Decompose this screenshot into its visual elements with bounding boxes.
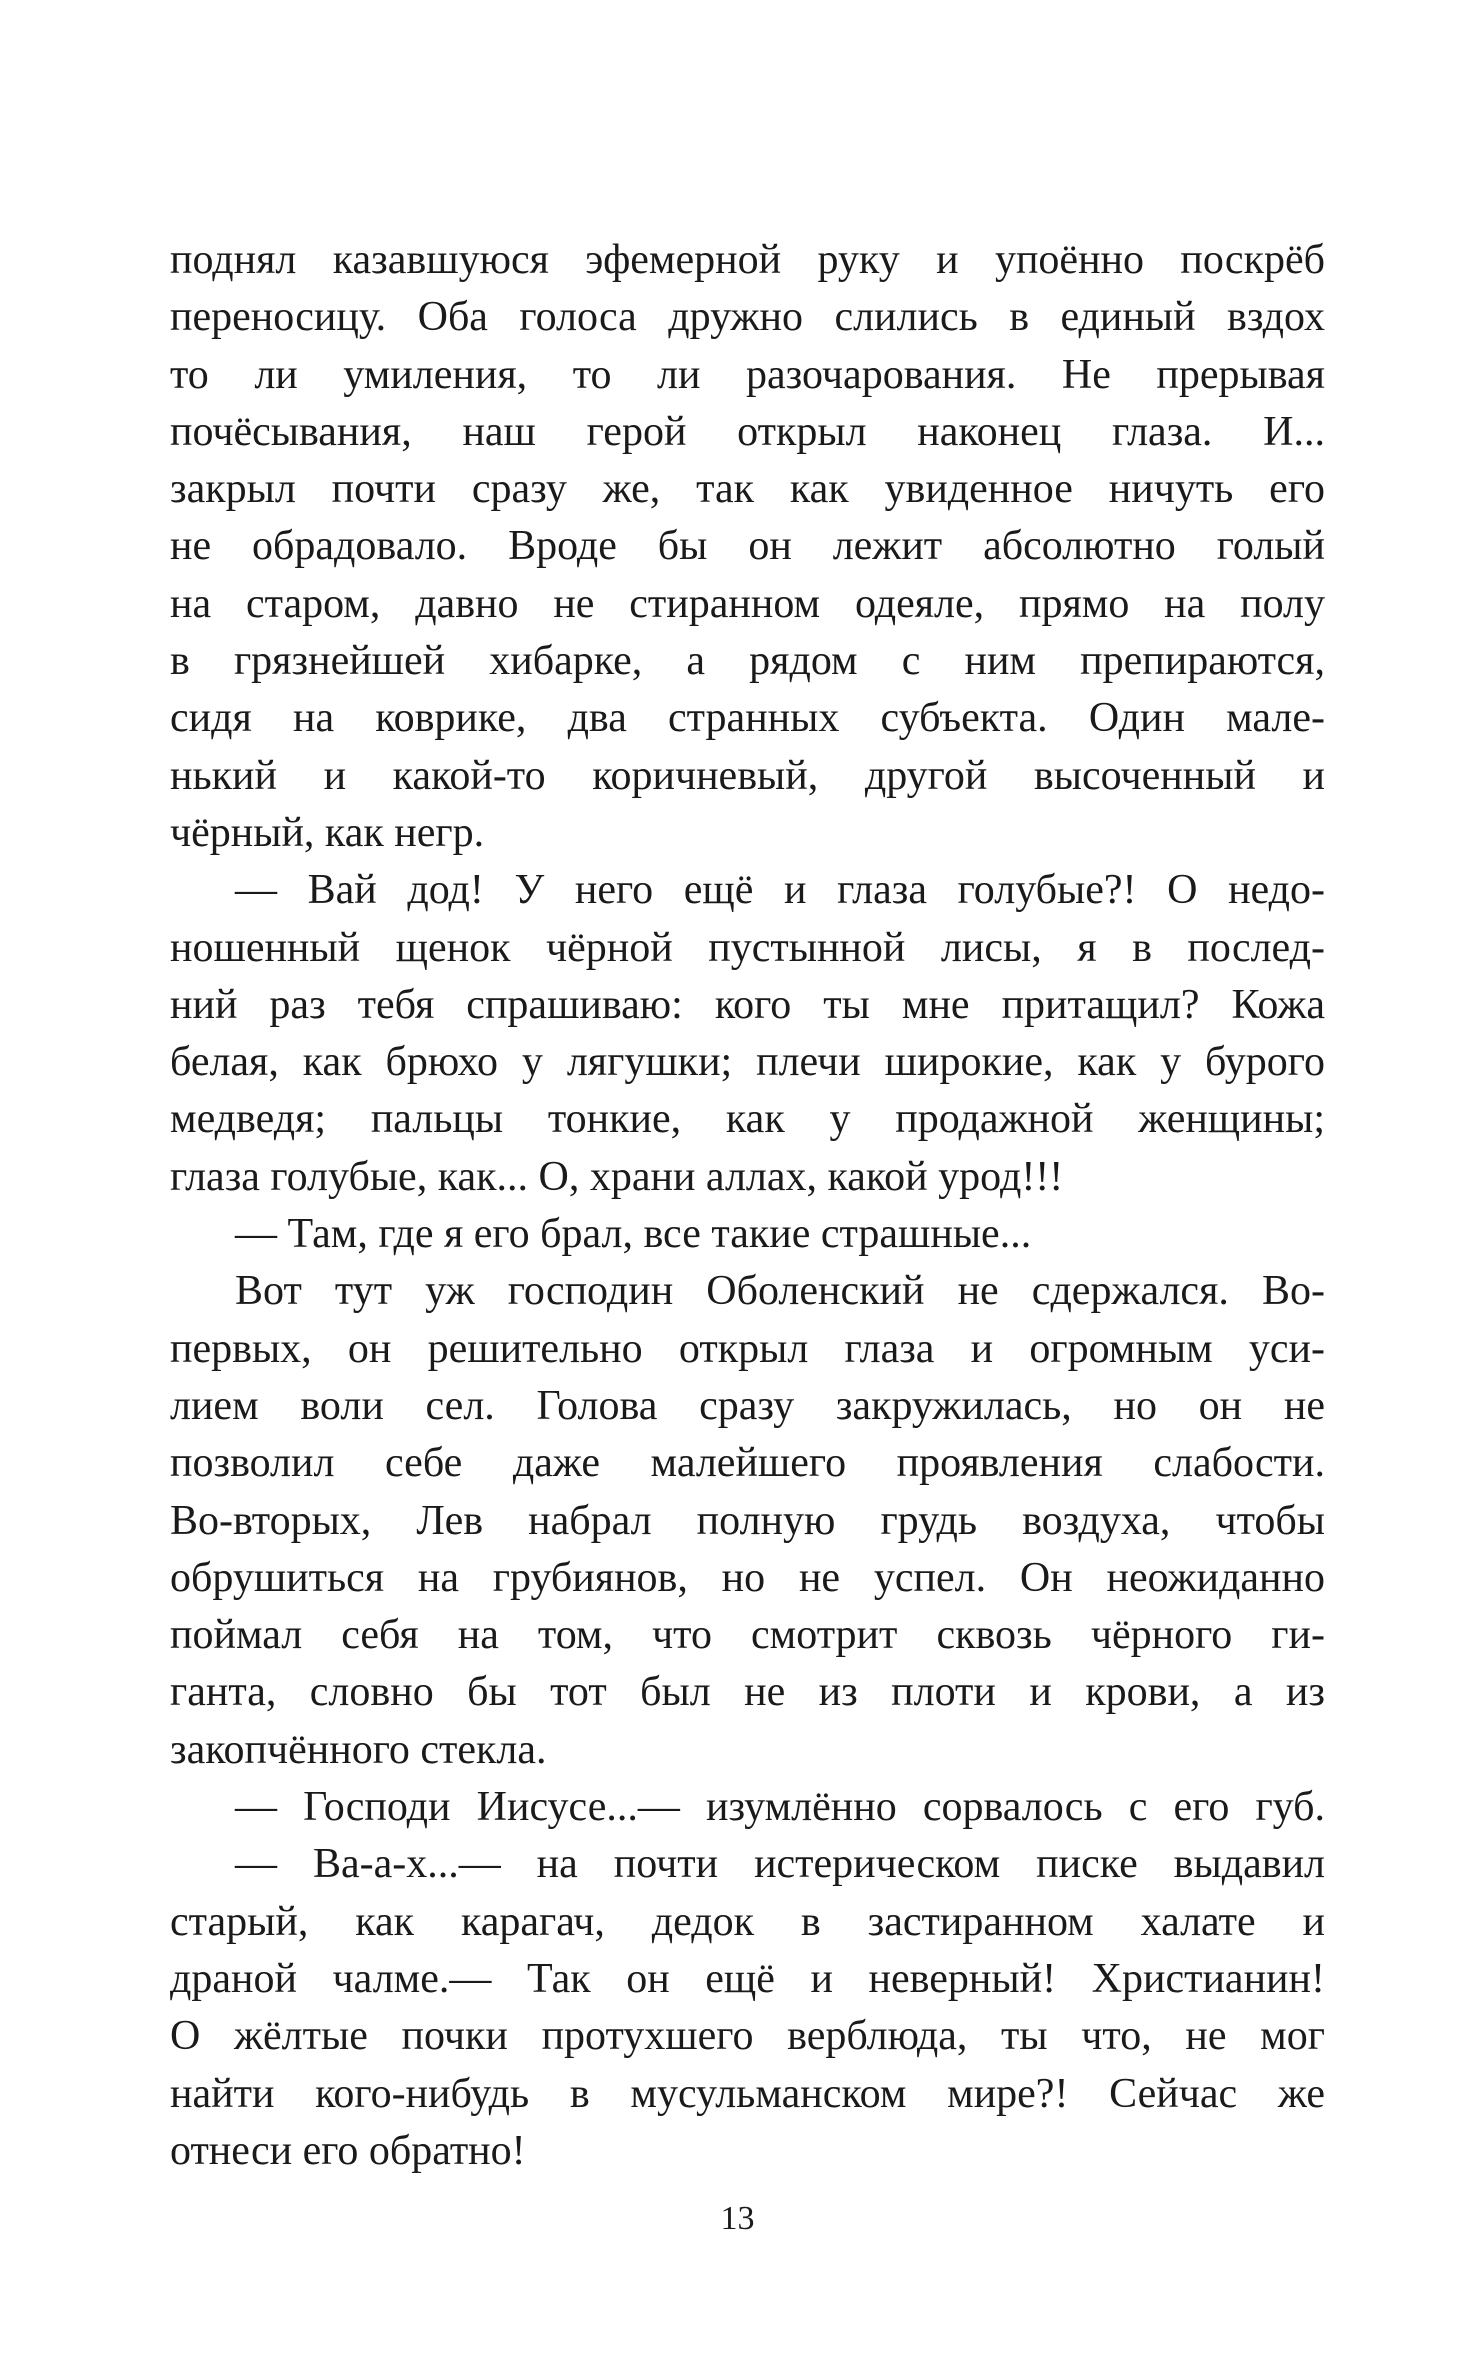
text-line: на старом, давно не стиранном одеяле, прямо на полу (170, 580, 1325, 627)
text-line: в грязнейшей хибарке, а рядом с ним препираются, (170, 638, 1325, 685)
text-line: позволил себе даже малейшего проявления слабости. (170, 1440, 1325, 1487)
text-line: переносицу. Оба голоса дружно слились в единый вздох (170, 294, 1325, 341)
text-line: почёсывания, наш герой открыл наконец глаза. И... (170, 408, 1325, 455)
text-line: найти кого-нибудь в мусульманском мире?! Сейчас же (170, 2070, 1325, 2117)
text-line: не обрадовало. Вроде бы он лежит абсолютно голый (170, 523, 1325, 570)
text-line: белая, как брюхо у лягушки; плечи широкие, как у бурого (170, 1039, 1325, 1086)
text-line: ношенный щенок чёрной пустынной лисы, я в послед- (170, 924, 1325, 971)
text-line: закопчённого стекла. (170, 1726, 547, 1773)
text-line: О жёлтые почки протухшего верблюда, ты что, не мог (170, 2013, 1325, 2060)
text-line: лием воли сел. Голова сразу закружилась, но он не (170, 1382, 1325, 1429)
body-text (170, 232, 1325, 2180)
text-line: закрыл почти сразу же, так как увиденное ничуть его (170, 466, 1325, 513)
text-line: драной чалме.— Так он ещё и неверный! Христианин! (170, 1955, 1325, 2002)
text-line: медведя; пальцы тонкие, как у продажной женщины; (170, 1096, 1325, 1143)
text-line: — Там, где я его брал, все такие страшные... (235, 1211, 1032, 1258)
text-line: ганта, словно бы тот был не из плоти и крови, а из (170, 1669, 1325, 1716)
text-line: нький и какой-то коричневый, другой высоченный и (170, 752, 1325, 799)
text-line: сидя на коврике, два странных субъекта. Один мале- (170, 695, 1325, 742)
text-line: глаза голубые, как... О, храни аллах, какой урод!!! (170, 1153, 1064, 1200)
text-line: поднял казавшуюся эфемерной руку и упоённо поскрёб (170, 237, 1325, 283)
text-line: Во-вторых, Лев набрал полную грудь воздуха, чтобы (170, 1497, 1325, 1544)
text-line: старый, как карагач, дедок в застиранном халате и (170, 1898, 1325, 1945)
page-number: 13 (720, 2200, 755, 2237)
text-line: ний раз тебя спрашиваю: кого ты мне притащил? Кожа (170, 981, 1325, 1028)
text-line: то ли умиления, то ли разочарования. Не прерывая (170, 351, 1325, 398)
text-line: — Господи Иисусе...— изумлённо сорвалось с его губ. (235, 1784, 1325, 1831)
text-line: отнеси его обратно! (170, 2127, 526, 2174)
text-line: Вот тут уж господин Оболенский не сдержался. Во- (235, 1268, 1325, 1315)
text-line: первых, он решительно открыл глаза и огромным уси- (170, 1325, 1325, 1372)
text-line: обрушиться на грубиянов, но не успел. Он неожиданно (170, 1554, 1325, 1601)
text-line: чёрный, как негр. (170, 809, 485, 856)
text-line: — Ва-а-х...— на почти истерическом писке выдавил (235, 1841, 1325, 1888)
text-line: поймал себя на том, что смотрит сквозь чёрного ги- (170, 1612, 1325, 1659)
text-line: — Вай дод! У него ещё и глаза голубые?! О недо- (235, 867, 1325, 914)
